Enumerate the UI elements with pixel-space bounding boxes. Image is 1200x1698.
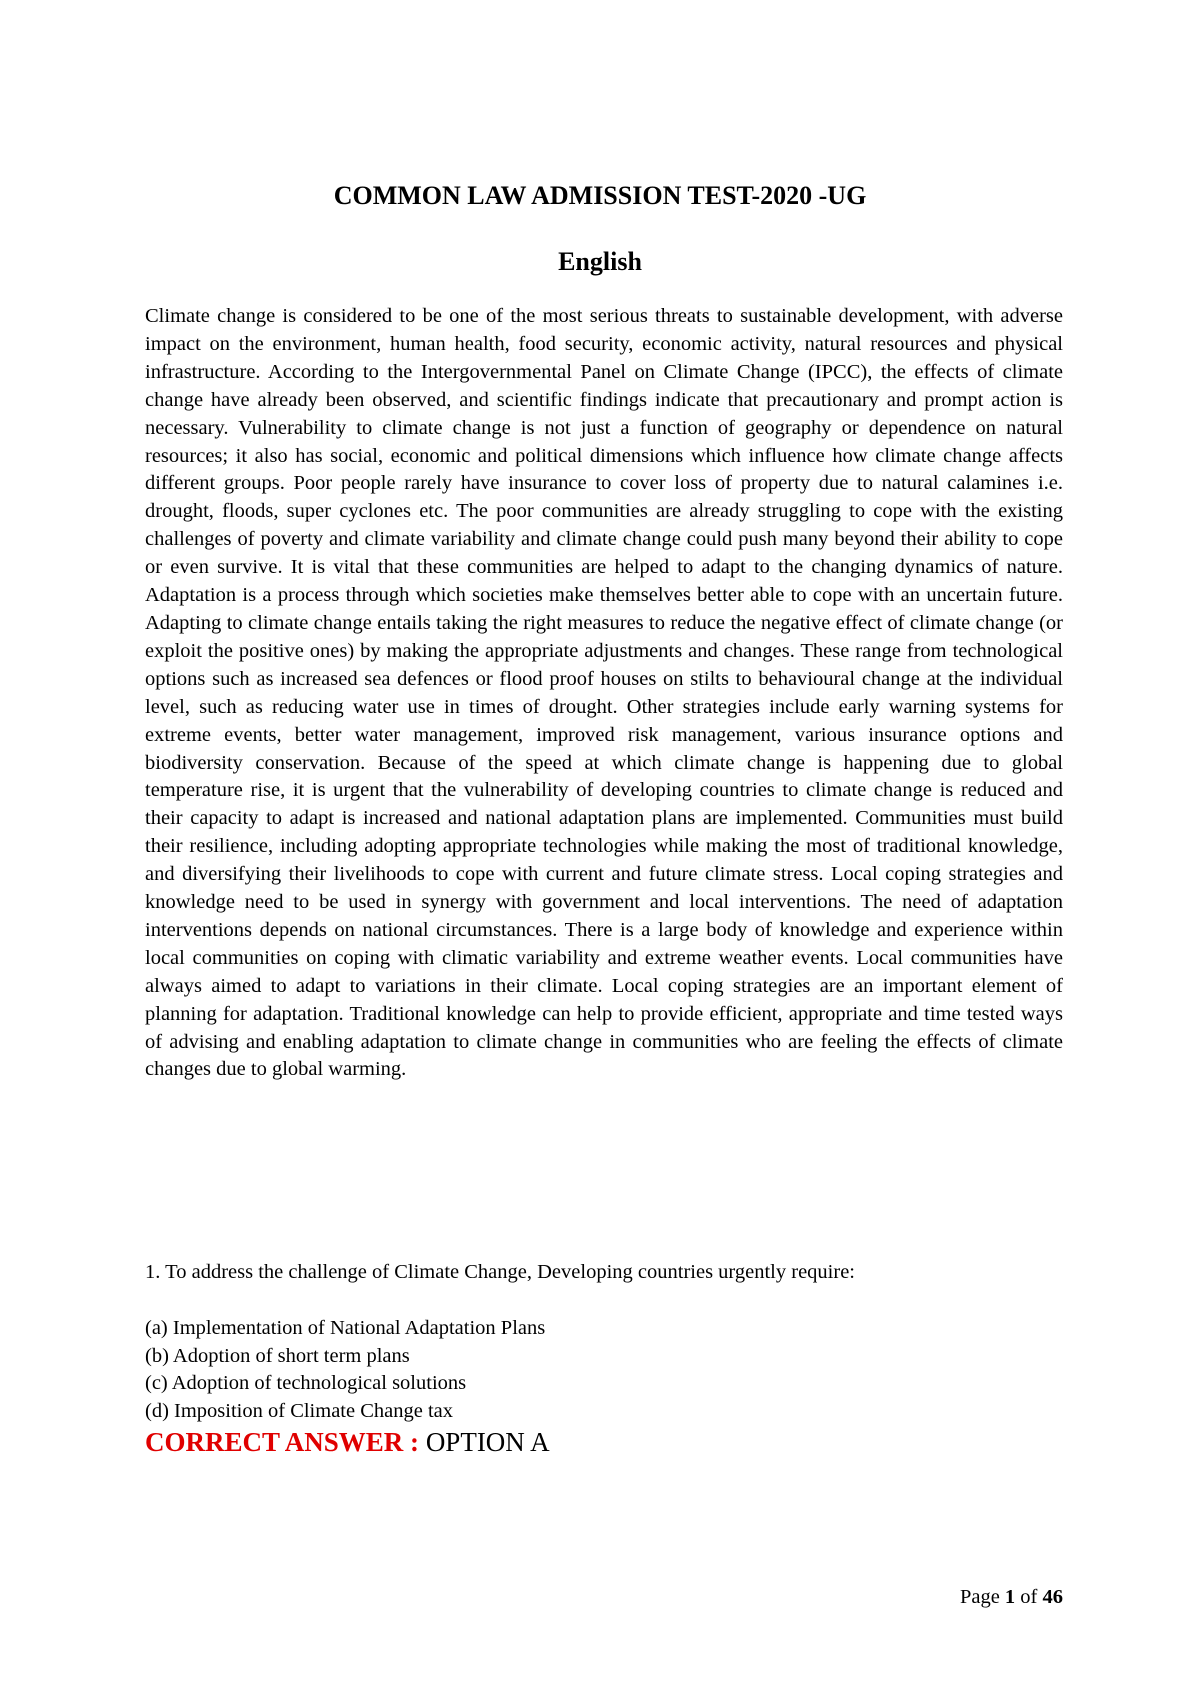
answer-options (145, 1315, 1063, 1425)
question-text: 1. To address the challenge of Climate Change, Developing countries urgently require: (145, 1261, 855, 1283)
correct-answer (145, 1425, 1063, 1459)
reading-passage: Climate change is considered to be one of the most serious threats to sustainable development, with adverse impact on the environment, human health, food security, economic activity, natural resources and physical infrastructure. According to the Intergovernmental Panel on Climate Change (IPCC), the effects of climate change have already been observed, and scientific findings indicate that precautionary and prompt action is necessary. Vulnerability to climate change is not just a function of geography or dependence on natural resources; it also has social, economic and political dimensions which influence how climate change affects different groups. Poor people rarely have insurance to cover loss of property due to natural calamines i.e. drought, floods, super cyclones etc. The poor communities are already struggling to cope with the existing challenges of poverty and climate variability and climate change could push many beyond their ability to cope or even survive. It is vital that these communities are helped to adapt to the changing dynamics of nature. Adaptation is a process through which societies make themselves better able to cope with an uncertain future. Adapting to climate change entails taking the right measures to reduce the negative effect of climate change (or exploit the positive ones) by making the appropriate adjustments and changes. These range from technological options such as increased sea defences or flood proof houses on stilts to behavioural change at the individual level, such as reducing water use in times of drought. Other strategies include early warning systems for extreme events, better water management, improved risk management, various insurance options and biodiversity conservation. Because of the speed at which climate change is happening due to global temperature rise, it is urgent that the vulnerability of developing countries to climate change is reduced and their capacity to adapt is increased and national adaptation plans are implemented. Communities must build their resilience, including adopting appropriate technologies while making the most of traditional knowledge, and diversifying their livelihoods to cope with current and future climate stress. Local coping strategies and knowledge need to be used in synergy with government and local interventions. The need of adaptation interventions depends on national circumstances. There is a large body of knowledge and experience within local communities on coping with climatic variability and extreme weather events. Local communities have always aimed to adapt to variations in their climate. Local coping strategies are an important element of planning for adaptation. Traditional knowledge can help to provide efficient, appropriate and time tested ways of advising and enabling adaptation to climate change in communities who are feeling the effects of climate changes due to global warming. (145, 305, 1063, 1081)
page-current: 1 (1004, 1586, 1016, 1608)
option-a: (a) Implementation of National Adaptation Plans (145, 1317, 546, 1339)
page-prefix: Page (959, 1586, 1000, 1608)
option-b: (b) Adoption of short term plans (145, 1344, 410, 1367)
document-title: COMMON LAW ADMISSION TEST-2020 -UG (333, 181, 867, 210)
correct-answer-label: CORRECT ANSWER : (145, 1427, 420, 1457)
correct-answer-value: OPTION A (425, 1427, 550, 1457)
page-of: of (1020, 1586, 1038, 1608)
section-title: English (558, 247, 642, 276)
page-total: 46 (1042, 1586, 1063, 1608)
option-c: (c) Adoption of technological solutions (145, 1372, 467, 1395)
page-number (800, 1583, 1063, 1611)
option-d: (d) Imposition of Climate Change tax (145, 1399, 454, 1422)
